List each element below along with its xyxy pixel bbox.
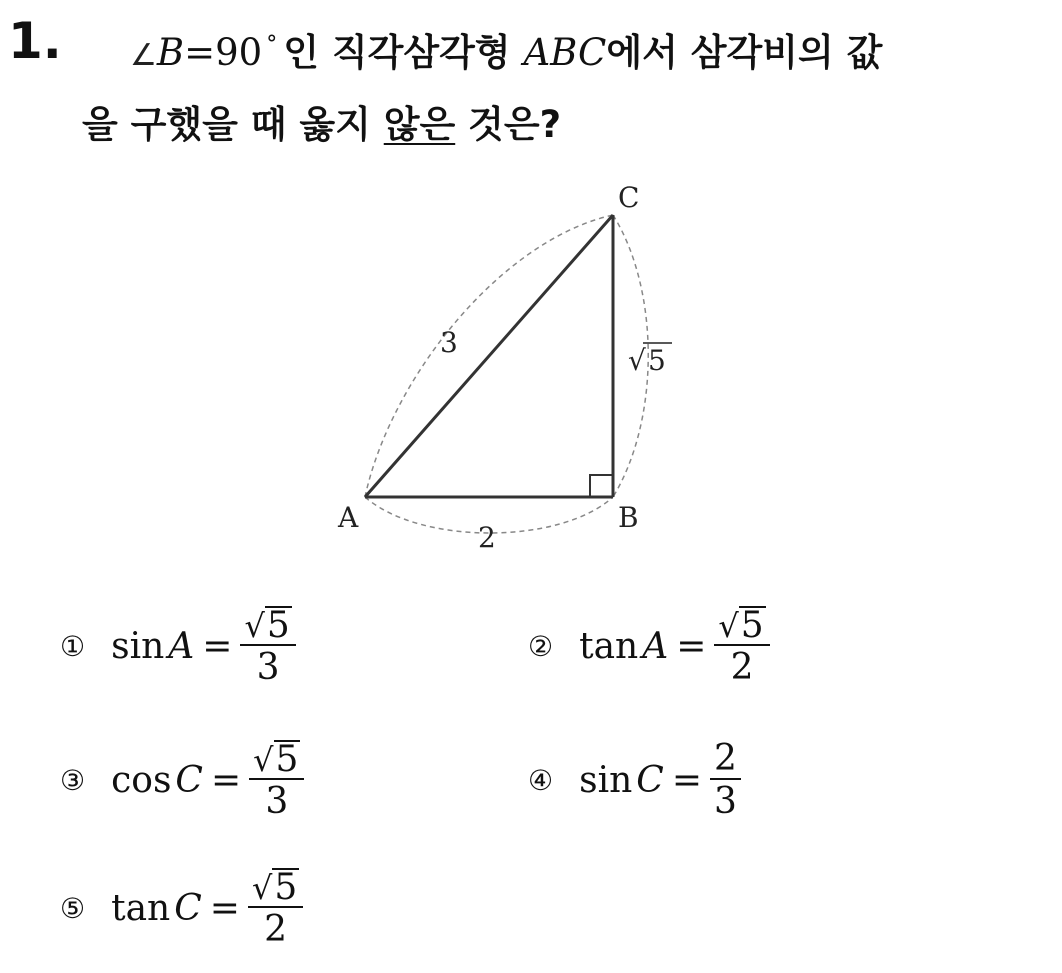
angle-variable: C [174, 888, 202, 930]
side-bc-radical: √ [628, 344, 646, 377]
side-ac-length: 3 [440, 326, 458, 359]
fraction [714, 606, 769, 688]
angle-variable: A [168, 626, 195, 668]
equals-sign: = [209, 888, 240, 930]
denominator: 3 [265, 781, 289, 822]
fraction [248, 868, 303, 950]
trig-function: tan [111, 888, 171, 930]
radicand: 5 [740, 605, 764, 646]
denominator: 2 [264, 909, 288, 950]
radicand: 5 [266, 605, 290, 646]
radical-sign: √ [253, 741, 274, 780]
angle-value: 90 [215, 31, 263, 74]
triangle-name: ABC [523, 31, 607, 74]
vertex-b-label: B [618, 501, 639, 534]
equals-sign: = [676, 626, 707, 668]
side-ab-length: 2 [478, 521, 496, 554]
trig-function: cos [111, 760, 172, 802]
radicand: 5 [274, 867, 298, 908]
side-bc-radicand: 5 [648, 344, 666, 377]
trig-function: sin [111, 626, 165, 668]
question-text-b: 에서 삼각비의 값 [606, 31, 883, 74]
trig-function: tan [579, 626, 639, 668]
choice-marker: ③ [60, 764, 86, 798]
choice-marker: ① [60, 630, 86, 664]
angle-variable: C [175, 760, 203, 802]
choice-1[interactable] [60, 606, 296, 688]
denominator: 3 [256, 647, 280, 688]
choice-marker: ④ [528, 764, 554, 798]
choice-2[interactable] [528, 606, 770, 688]
equals-sign: = [202, 626, 233, 668]
angle-symbol: ∠ [130, 38, 157, 73]
right-angle-mark [590, 475, 613, 497]
numerator [249, 740, 304, 780]
choice-marker: ② [528, 630, 554, 664]
radical-sign: √ [244, 607, 265, 646]
question-underlined-word: 않은 [383, 103, 456, 146]
radical-sign: √ [251, 869, 273, 908]
radicand: 5 [275, 739, 299, 780]
equals-sign: = [210, 760, 242, 802]
denominator: 2 [730, 647, 754, 688]
numerator [248, 868, 303, 908]
question-text-a: 인 직각삼각형 [283, 31, 524, 74]
vertex-c-label: C [618, 181, 640, 214]
numerator [240, 606, 295, 646]
denominator: 3 [714, 780, 737, 822]
trig-function: sin [579, 760, 633, 802]
question-text-d: 것은? [455, 103, 562, 146]
numerator: 2 [710, 740, 741, 780]
choice-3[interactable] [60, 740, 304, 822]
angle-variable: C [636, 760, 664, 802]
equals-sign: = [671, 760, 703, 802]
side-ac [365, 215, 613, 497]
fraction [240, 606, 295, 688]
question-text-c: 을 구했을 때 옳지 [82, 103, 384, 146]
degree-symbol: ° [266, 32, 278, 57]
choice-5[interactable] [60, 868, 303, 950]
choice-4[interactable] [528, 740, 741, 821]
choice-marker: ⑤ [60, 892, 86, 926]
question-number: 1. [8, 12, 62, 70]
angle-equals: = [184, 31, 216, 74]
numerator [714, 606, 769, 646]
radical-sign: √ [718, 607, 739, 646]
fraction [710, 740, 741, 821]
angle-variable: B [156, 31, 185, 74]
angle-variable: A [642, 626, 669, 668]
vertex-a-label: A [338, 501, 359, 534]
fraction [249, 740, 304, 822]
